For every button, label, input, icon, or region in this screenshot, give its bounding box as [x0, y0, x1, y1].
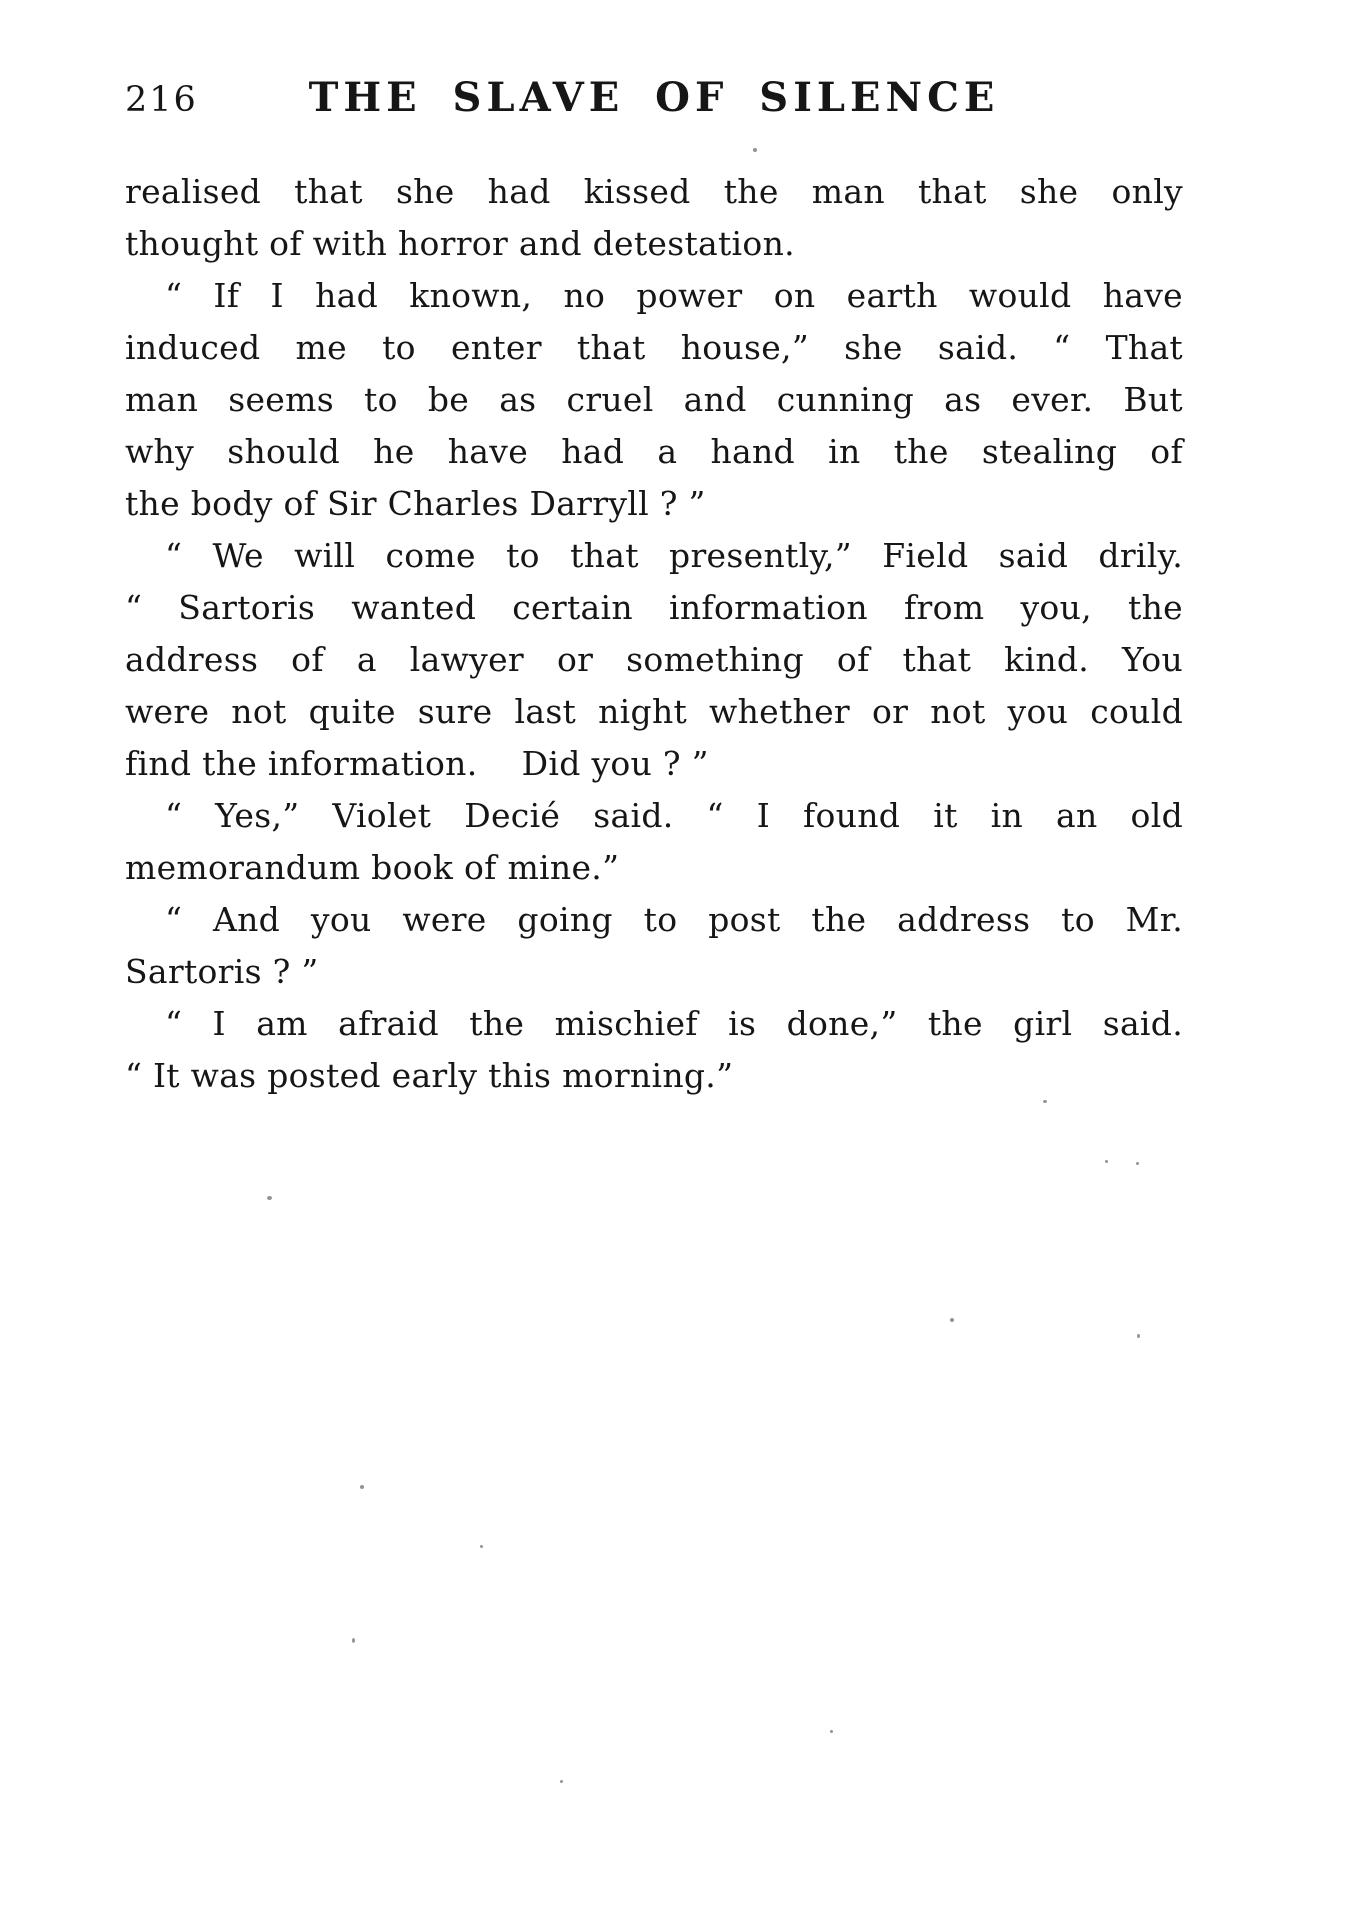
scan-speck	[560, 1780, 563, 1783]
text-line: “ If I had known, no power on earth would have	[165, 276, 1183, 315]
text-line: realised that she had kissed the man that she only	[125, 172, 1183, 211]
scan-speck	[360, 1485, 364, 1489]
text-line: “ It was posted early this morning.”	[125, 1056, 734, 1095]
paragraph	[125, 894, 1183, 998]
text-line: man seems to be as cruel and cunning as ever. But	[125, 380, 1183, 419]
scan-speck	[1137, 1334, 1140, 1338]
text-line: memorandum book of mine.”	[125, 848, 620, 887]
text-line: “ I am afraid the mischief is done,” the girl said.	[165, 1004, 1183, 1043]
text-line: “ Yes,” Violet Decié said. “ I found it in an old	[165, 796, 1183, 835]
text-line: induced me to enter that house,” she said. “ That	[125, 328, 1183, 367]
paragraph	[125, 530, 1183, 790]
running-title: THE SLAVE OF SILENCE	[308, 74, 1000, 121]
text-line: why should he have had a hand in the stealing of	[125, 432, 1183, 471]
scan-speck	[352, 1638, 355, 1643]
scan-speck	[1043, 1100, 1047, 1103]
paragraph	[125, 270, 1183, 530]
page-number: 216	[125, 80, 198, 120]
text-line: Sartoris ? ”	[125, 952, 319, 991]
page-header	[125, 74, 1183, 126]
scan-speck	[267, 1196, 272, 1200]
text-line: “ Sartoris wanted certain information from you, the	[125, 588, 1183, 627]
text-line: were not quite sure last night whether or not you could	[125, 692, 1183, 731]
text-line: “ We will come to that presently,” Field said drily.	[165, 536, 1183, 575]
page-body	[125, 166, 1183, 1102]
paragraph	[125, 166, 1183, 270]
scan-speck	[480, 1545, 483, 1548]
scan-speck	[753, 148, 757, 152]
scan-speck	[830, 1730, 833, 1733]
text-line: thought of with horror and detestation.	[125, 224, 795, 263]
text-line: “ And you were going to post the address to Mr.	[165, 900, 1183, 939]
scan-speck	[1105, 1160, 1108, 1163]
paragraph	[125, 998, 1183, 1102]
text-line: address of a lawyer or something of that kind. You	[125, 640, 1183, 679]
text-line: the body of Sir Charles Darryll ? ”	[125, 484, 706, 523]
scan-speck	[950, 1318, 954, 1322]
scan-speck	[1136, 1162, 1139, 1165]
paragraph	[125, 790, 1183, 894]
text-line: find the information. Did you ? ”	[125, 744, 709, 783]
